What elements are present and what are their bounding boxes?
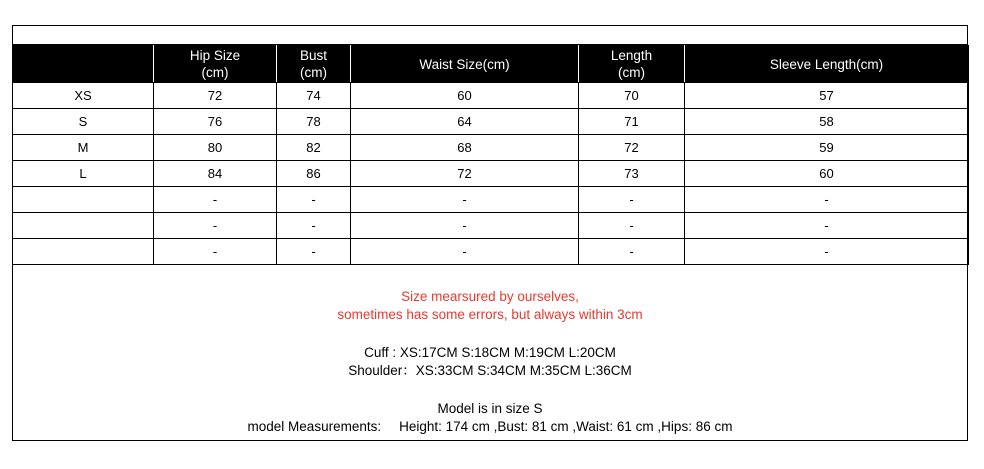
table-cell: - bbox=[277, 213, 351, 239]
table-row bbox=[13, 83, 969, 109]
table-cell: 78 bbox=[277, 109, 351, 135]
bust-header: Bust (cm) bbox=[277, 46, 351, 83]
waist-size-header: Waist Size(cm) bbox=[351, 46, 579, 83]
size-label-cell bbox=[13, 239, 154, 265]
table-cell: - bbox=[685, 187, 969, 213]
table-cell: 70 bbox=[579, 83, 685, 109]
table-cell: - bbox=[277, 239, 351, 265]
cuff-measurements: Cuff : XS:17CM S:18CM M:19CM L:20CM bbox=[364, 345, 616, 360]
model-measurements-values: Height: 174 cm ,Bust: 81 cm ,Waist: 61 cm ,Hips: 86 cm bbox=[399, 419, 733, 434]
table-cell: 58 bbox=[685, 109, 969, 135]
table-cell: 72 bbox=[351, 161, 579, 187]
table-cell: 84 bbox=[154, 161, 277, 187]
table-cell: - bbox=[579, 213, 685, 239]
table-cell: - bbox=[154, 239, 277, 265]
table-row bbox=[13, 213, 969, 239]
table-cell: 72 bbox=[579, 135, 685, 161]
table-cell: - bbox=[351, 239, 579, 265]
length-header: Length (cm) bbox=[579, 46, 685, 83]
disclaimer-line-2: sometimes has some errors, but always within 3cm bbox=[337, 307, 643, 322]
table-cell: 59 bbox=[685, 135, 969, 161]
table-row bbox=[13, 161, 969, 187]
size-label-cell: XS bbox=[13, 83, 154, 109]
table-cell: 68 bbox=[351, 135, 579, 161]
size-label-cell: M bbox=[13, 135, 154, 161]
table-cell: - bbox=[154, 213, 277, 239]
size-label-cell: L bbox=[13, 161, 154, 187]
table-cell: - bbox=[685, 213, 969, 239]
table-cell: - bbox=[579, 187, 685, 213]
size-label-cell bbox=[13, 213, 154, 239]
table-cell: - bbox=[685, 239, 969, 265]
model-measurements bbox=[13, 418, 967, 436]
table-cell: 74 bbox=[277, 83, 351, 109]
table-cell: - bbox=[154, 187, 277, 213]
hip-size-header: Hip Size (cm) bbox=[154, 46, 277, 83]
table-row bbox=[13, 187, 969, 213]
table-cell: 80 bbox=[154, 135, 277, 161]
table-cell: 73 bbox=[579, 161, 685, 187]
table-row bbox=[13, 239, 969, 265]
table-cell: 76 bbox=[154, 109, 277, 135]
table-row bbox=[13, 109, 969, 135]
size-label-cell: S bbox=[13, 109, 154, 135]
table-cell: - bbox=[351, 187, 579, 213]
table-cell: - bbox=[351, 213, 579, 239]
table-row bbox=[13, 135, 969, 161]
model-measurements-label: model Measurements: bbox=[247, 419, 382, 434]
table-cell: - bbox=[579, 239, 685, 265]
table-cell: 64 bbox=[351, 109, 579, 135]
table-cell: 57 bbox=[685, 83, 969, 109]
size-label-cell bbox=[13, 187, 154, 213]
notes-section bbox=[13, 288, 967, 436]
model-size: Model is in size S bbox=[437, 401, 543, 416]
table-cell: 72 bbox=[154, 83, 277, 109]
table-cell: 82 bbox=[277, 135, 351, 161]
top-strip bbox=[13, 26, 967, 45]
disclaimer-line-1: Size mearsured by ourselves, bbox=[401, 289, 579, 304]
table-cell: - bbox=[277, 187, 351, 213]
size-table bbox=[12, 45, 969, 265]
table-cell: 86 bbox=[277, 161, 351, 187]
sleeve-length-header: Sleeve Length(cm) bbox=[685, 46, 969, 83]
corner-cell bbox=[13, 46, 154, 83]
table-cell: 60 bbox=[351, 83, 579, 109]
header-row bbox=[13, 46, 969, 83]
shoulder-measurements: Shoulder：XS:33CM S:34CM M:35CM L:36CM bbox=[348, 363, 632, 378]
table-cell: 60 bbox=[685, 161, 969, 187]
table-cell: 71 bbox=[579, 109, 685, 135]
size-chart bbox=[12, 25, 968, 441]
